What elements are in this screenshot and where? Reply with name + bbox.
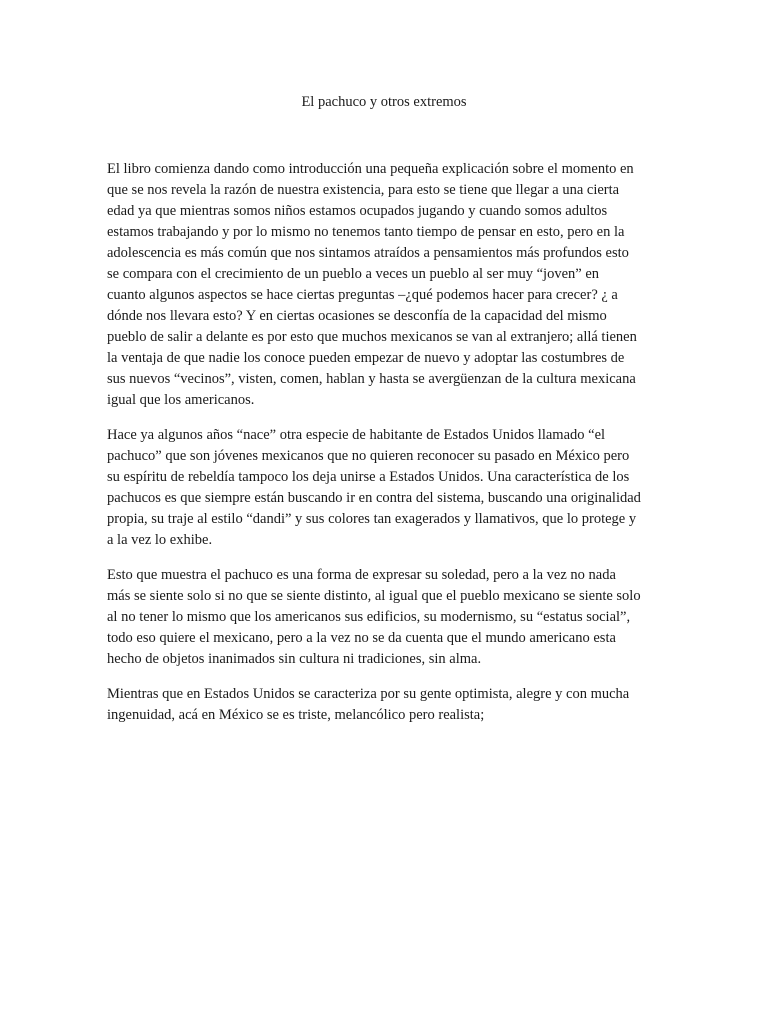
text-line: a la vez lo exhibe. (107, 532, 213, 548)
document-body (107, 159, 667, 740)
text-line: El libro comienza dando como introducción una pequeña explicación sobre el momento en (107, 161, 634, 177)
text-line: adolescencia es más común que nos sintamos atraídos a pensamientos más profundos esto (107, 245, 629, 261)
paragraph-3 (107, 565, 667, 670)
document-title: El pachuco y otros extremos (301, 94, 467, 110)
text-line: Esto que muestra el pachuco es una forma de expresar su soledad, pero a la vez no nada (107, 567, 616, 583)
paragraph-4 (107, 684, 667, 726)
text-line: propia, su traje al estilo “dandi” y sus colores tan exagerados y llamativos, que lo protege y (107, 511, 637, 527)
text-line: la ventaja de que nadie los conoce pueden empezar de nuevo y adoptar las costumbres de (107, 350, 625, 366)
text-line: estamos trabajando y por lo mismo no tenemos tanto tiempo de pensar en esto, pero en la (107, 224, 625, 240)
paragraph-1 (107, 159, 667, 411)
paragraph-2 (107, 425, 667, 551)
text-line: todo eso quiere el mexicano, pero a la vez no se da cuenta que el mundo americano esta (107, 630, 616, 646)
text-line: pueblo de salir a delante es por esto que muchos mexicanos se van al extranjero; allá tienen (107, 329, 637, 345)
text-line: igual que los americanos. (107, 392, 255, 408)
text-line: al no tener lo mismo que los americanos sus edificios, su modernismo, su “estatus social”, (107, 609, 631, 625)
text-line: que se nos revela la razón de nuestra existencia, para esto se tiene que llegar a una cierta (107, 182, 620, 198)
text-line: ingenuidad, acá en México se es triste, melancólico pero realista; (107, 707, 485, 723)
text-line: cuanto algunos aspectos se hace ciertas preguntas –¿qué podemos hacer para crecer? ¿ a (107, 287, 618, 303)
text-line: Hace ya algunos años “nace” otra especie de habitante de Estados Unidos llamado “el (107, 427, 606, 443)
text-line: edad ya que mientras somos niños estamos ocupados jugando y cuando somos adultos (107, 203, 608, 219)
text-line: más se siente solo si no que se siente distinto, al igual que el pueblo mexicano se siente solo (107, 588, 641, 604)
text-line: dónde nos llevara esto? Y en ciertas ocasiones se desconfía de la capacidad del mismo (107, 308, 607, 324)
text-line: sus nuevos “vecinos”, visten, comen, hablan y hasta se avergüenzan de la cultura mexicana (107, 371, 636, 387)
text-line: Mientras que en Estados Unidos se caracteriza por su gente optimista, alegre y con mucha (107, 686, 630, 702)
text-line: pachuco” que son jóvenes mexicanos que no quieren reconocer su pasado en México pero (107, 448, 630, 464)
text-line: pachucos es que siempre están buscando ir en contra del sistema, buscando una originalidad (107, 490, 641, 506)
text-line: hecho de objetos inanimados sin cultura ni tradiciones, sin alma. (107, 651, 482, 667)
text-line: su espíritu de rebeldía tampoco los deja unirse a Estados Unidos. Una característica de los (107, 469, 630, 485)
text-line: se compara con el crecimiento de un pueblo a veces un pueblo al ser muy “joven” en (107, 266, 600, 282)
